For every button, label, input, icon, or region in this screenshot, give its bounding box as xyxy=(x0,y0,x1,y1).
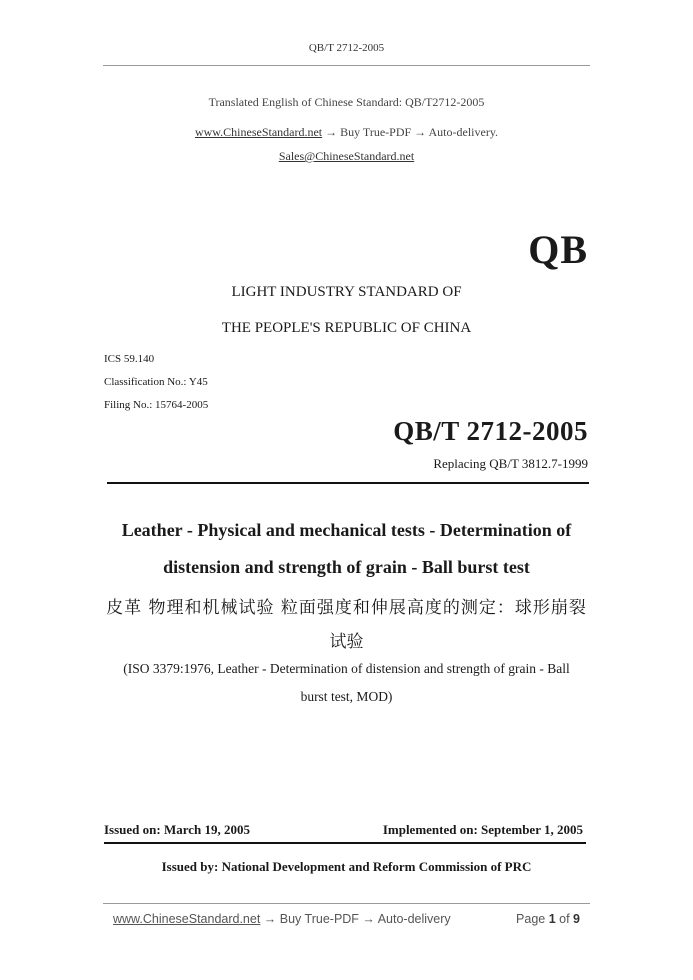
classification-number: Classification No.: Y45 xyxy=(104,376,208,388)
organization-line-2: THE PEOPLE'S REPUBLIC OF CHINA xyxy=(221,320,472,336)
title-en-line-1: Leather - Physical and mechanical tests - Determination of xyxy=(121,520,572,540)
replacing-note: Replacing QB/T 3812.7-1999 xyxy=(433,456,588,471)
page-number: 1 xyxy=(548,912,556,926)
page-total: 9 xyxy=(573,912,580,926)
translation-notice: Translated English of Chinese Standard: QB/T2712-2005 xyxy=(208,95,485,109)
organization-line-1: LIGHT INDUSTRY STANDARD OF xyxy=(231,284,462,300)
filing-number: Filing No.: 15764-2005 xyxy=(104,399,209,411)
title-cn-line-2: 试验 xyxy=(329,632,364,652)
purchase-text: → Buy True-PDF → Auto-delivery. xyxy=(322,125,499,139)
standard-code: QB/T 2712-2005 xyxy=(393,416,588,446)
qb-logo: QB xyxy=(528,227,588,272)
title-cn-line-1: 皮革 物理和机械试验 粒面强度和伸展高度的测定：球形崩裂 xyxy=(106,598,587,618)
site-link[interactable]: www.ChineseStandard.net xyxy=(194,125,323,139)
footer-purchase xyxy=(113,912,451,926)
iso-reference-line-2: burst test, MOD) xyxy=(300,689,393,704)
purchase-line xyxy=(0,125,693,140)
issued-by: Issued by: National Development and Reform Commission of PRC xyxy=(161,859,532,874)
page-label: Page xyxy=(516,912,549,926)
ics-number: ICS 59.140 xyxy=(104,353,155,365)
sales-email-link[interactable]: Sales@ChineseStandard.net xyxy=(278,149,415,163)
implemented-date: Implemented on: September 1, 2005 xyxy=(382,822,583,837)
header-divider xyxy=(103,65,590,66)
title-en-line-2: distension and strength of grain - Ball burst test xyxy=(163,557,530,577)
iso-reference-line-1: (ISO 3379:1976, Leather - Determination of distension and strength of grain - Ball xyxy=(123,661,570,676)
issued-date: Issued on: March 19, 2005 xyxy=(104,822,251,837)
of-label: of xyxy=(555,912,574,926)
running-header: QB/T 2712-2005 xyxy=(308,42,385,54)
footer-purchase-text: → Buy True-PDF → Auto-delivery xyxy=(260,912,451,926)
page-indicator xyxy=(516,912,580,926)
title-divider xyxy=(107,482,589,484)
footer-divider xyxy=(103,903,590,904)
dates-divider xyxy=(104,842,586,844)
footer-site-link[interactable]: www.ChineseStandard.net xyxy=(113,912,261,926)
